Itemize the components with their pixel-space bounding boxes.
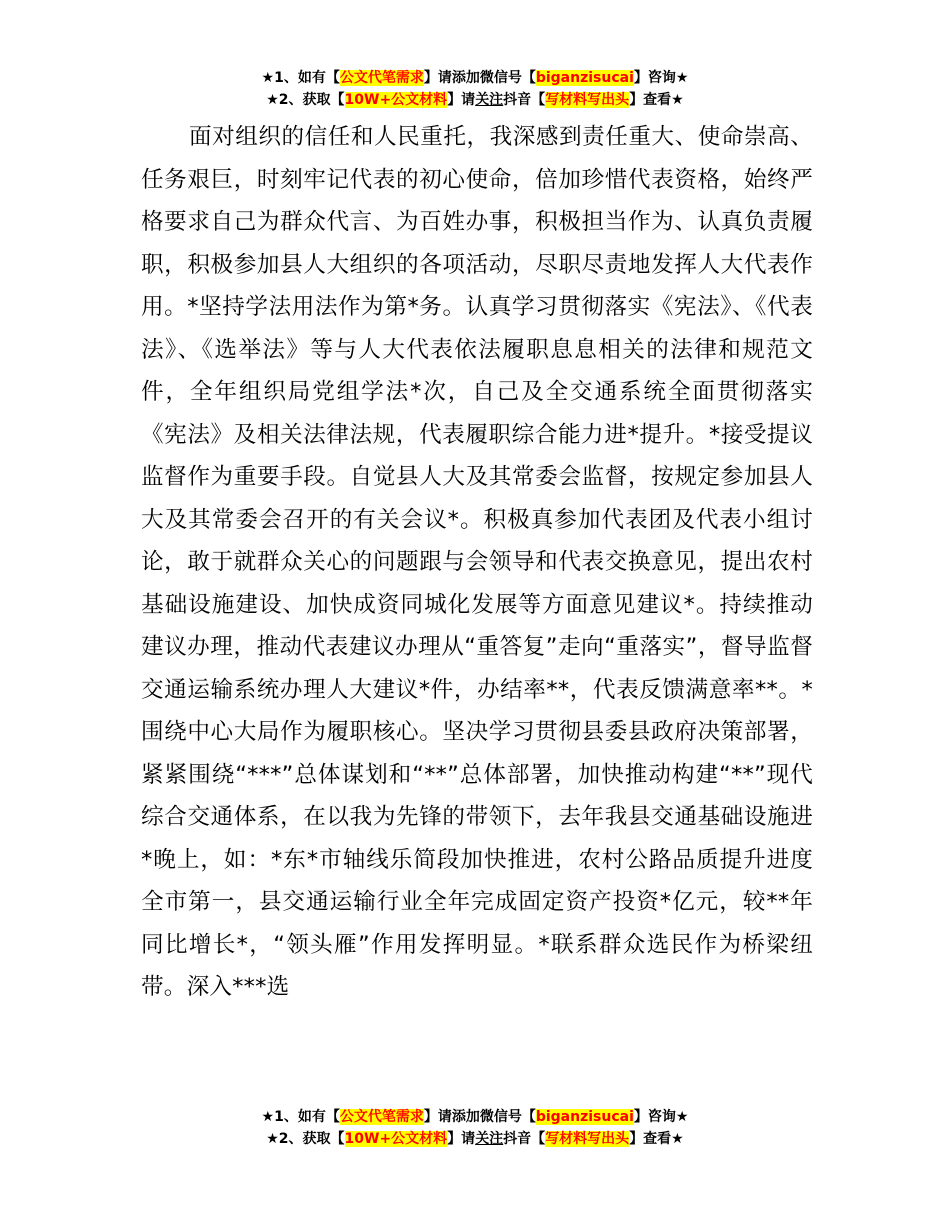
highlight-douyin-account: 写材料写出头 bbox=[545, 1131, 630, 1147]
banner-text: 】请添加微信号【 bbox=[423, 70, 536, 86]
banner-text: ★2、获取【 bbox=[266, 1131, 345, 1147]
banner-text: 】请 bbox=[447, 92, 476, 108]
highlight-wechat-id: biganzisucai bbox=[535, 70, 634, 86]
banner-line-2 bbox=[0, 1128, 950, 1150]
highlight-ghostwriting: 公文代笔需求 bbox=[339, 1109, 424, 1125]
banner-line-2 bbox=[0, 89, 950, 111]
banner-text: 】查看★ bbox=[629, 1131, 684, 1147]
header-banner bbox=[0, 67, 950, 111]
highlight-materials: 10W+公文材料 bbox=[344, 1131, 448, 1147]
banner-text: 】咨询★ bbox=[633, 1109, 689, 1125]
banner-text: ★2、获取【 bbox=[266, 92, 345, 108]
banner-line-1 bbox=[0, 67, 950, 89]
highlight-ghostwriting: 公文代笔需求 bbox=[339, 70, 424, 86]
banner-text: 】请 bbox=[447, 1131, 476, 1147]
banner-text: 】咨询★ bbox=[633, 70, 689, 86]
underlined-follow: 关注 bbox=[475, 1131, 504, 1147]
highlight-materials: 10W+公文材料 bbox=[344, 92, 448, 108]
banner-line-1 bbox=[0, 1106, 950, 1128]
banner-text: 抖音【 bbox=[503, 1131, 546, 1147]
body-paragraph: 面对组织的信任和人民重托，我深感到责任重大、使命崇高、任务艰巨，时刻牢记代表的初心使命，倍加珍惜代表资格，始终严格要求自己为群众代言、为百姓办事，积极担当作为、认真负责履职，积极参加县人大组织的各项活动，尽职尽责地发挥人大代表作用。*坚持学法用法作为第*务。认真学习贯彻落实《宪法》、《代表法》、《选举法》等与人大代表依法履职息息相关的法律和规范文件，全年组织局党组学法*次，自己及全交通系统全面贯彻落实《宪法》及相关法律法规，代表履职综合能力进*提升。*接受提议监督作为重要手段。自觉县人大及其常委会监督，按规定参加县人大及其常委会召开的有关会议*。积极真参加代表团及代表小组讨论，敢于就群众关心的问题跟与会领导和代表交换意见，提出农村基础设施建设、加快成资同城化发展等方面意见建议*。持续推动建议办理，推动代表建议办理从“重答复”走向“重落实”，督导监督交通运输系统办理人大建议*件，办结率**，代表反馈满意率**。*围绕中心大局作为履职核心。坚决学习贯彻县委县政府决策部署，紧紧围绕“***”总体谋划和“**”总体部署，加快推动构建“**”现代综合交通体系，在以我为先锋的带领下，去年我县交通基础设施进*晚上，如：*东*市轴线乐简段加快推进，农村公路品质提升进度全市第一，县交通运输行业全年完成固定资产投资*亿元，较**年同比增长*，“领头雁”作用发挥明显。*联系群众选民作为桥梁纽带。深入***选 bbox=[141, 124, 813, 1000]
footer-banner bbox=[0, 1106, 950, 1150]
highlight-wechat-id: biganzisucai bbox=[535, 1109, 634, 1125]
banner-text: ★1、如有【 bbox=[261, 1109, 340, 1125]
banner-text: 】查看★ bbox=[629, 92, 684, 108]
banner-text: 】请添加微信号【 bbox=[423, 1109, 536, 1125]
underlined-follow: 关注 bbox=[475, 92, 504, 108]
highlight-douyin-account: 写材料写出头 bbox=[545, 92, 630, 108]
banner-text: ★1、如有【 bbox=[261, 70, 340, 86]
banner-text: 抖音【 bbox=[503, 92, 546, 108]
